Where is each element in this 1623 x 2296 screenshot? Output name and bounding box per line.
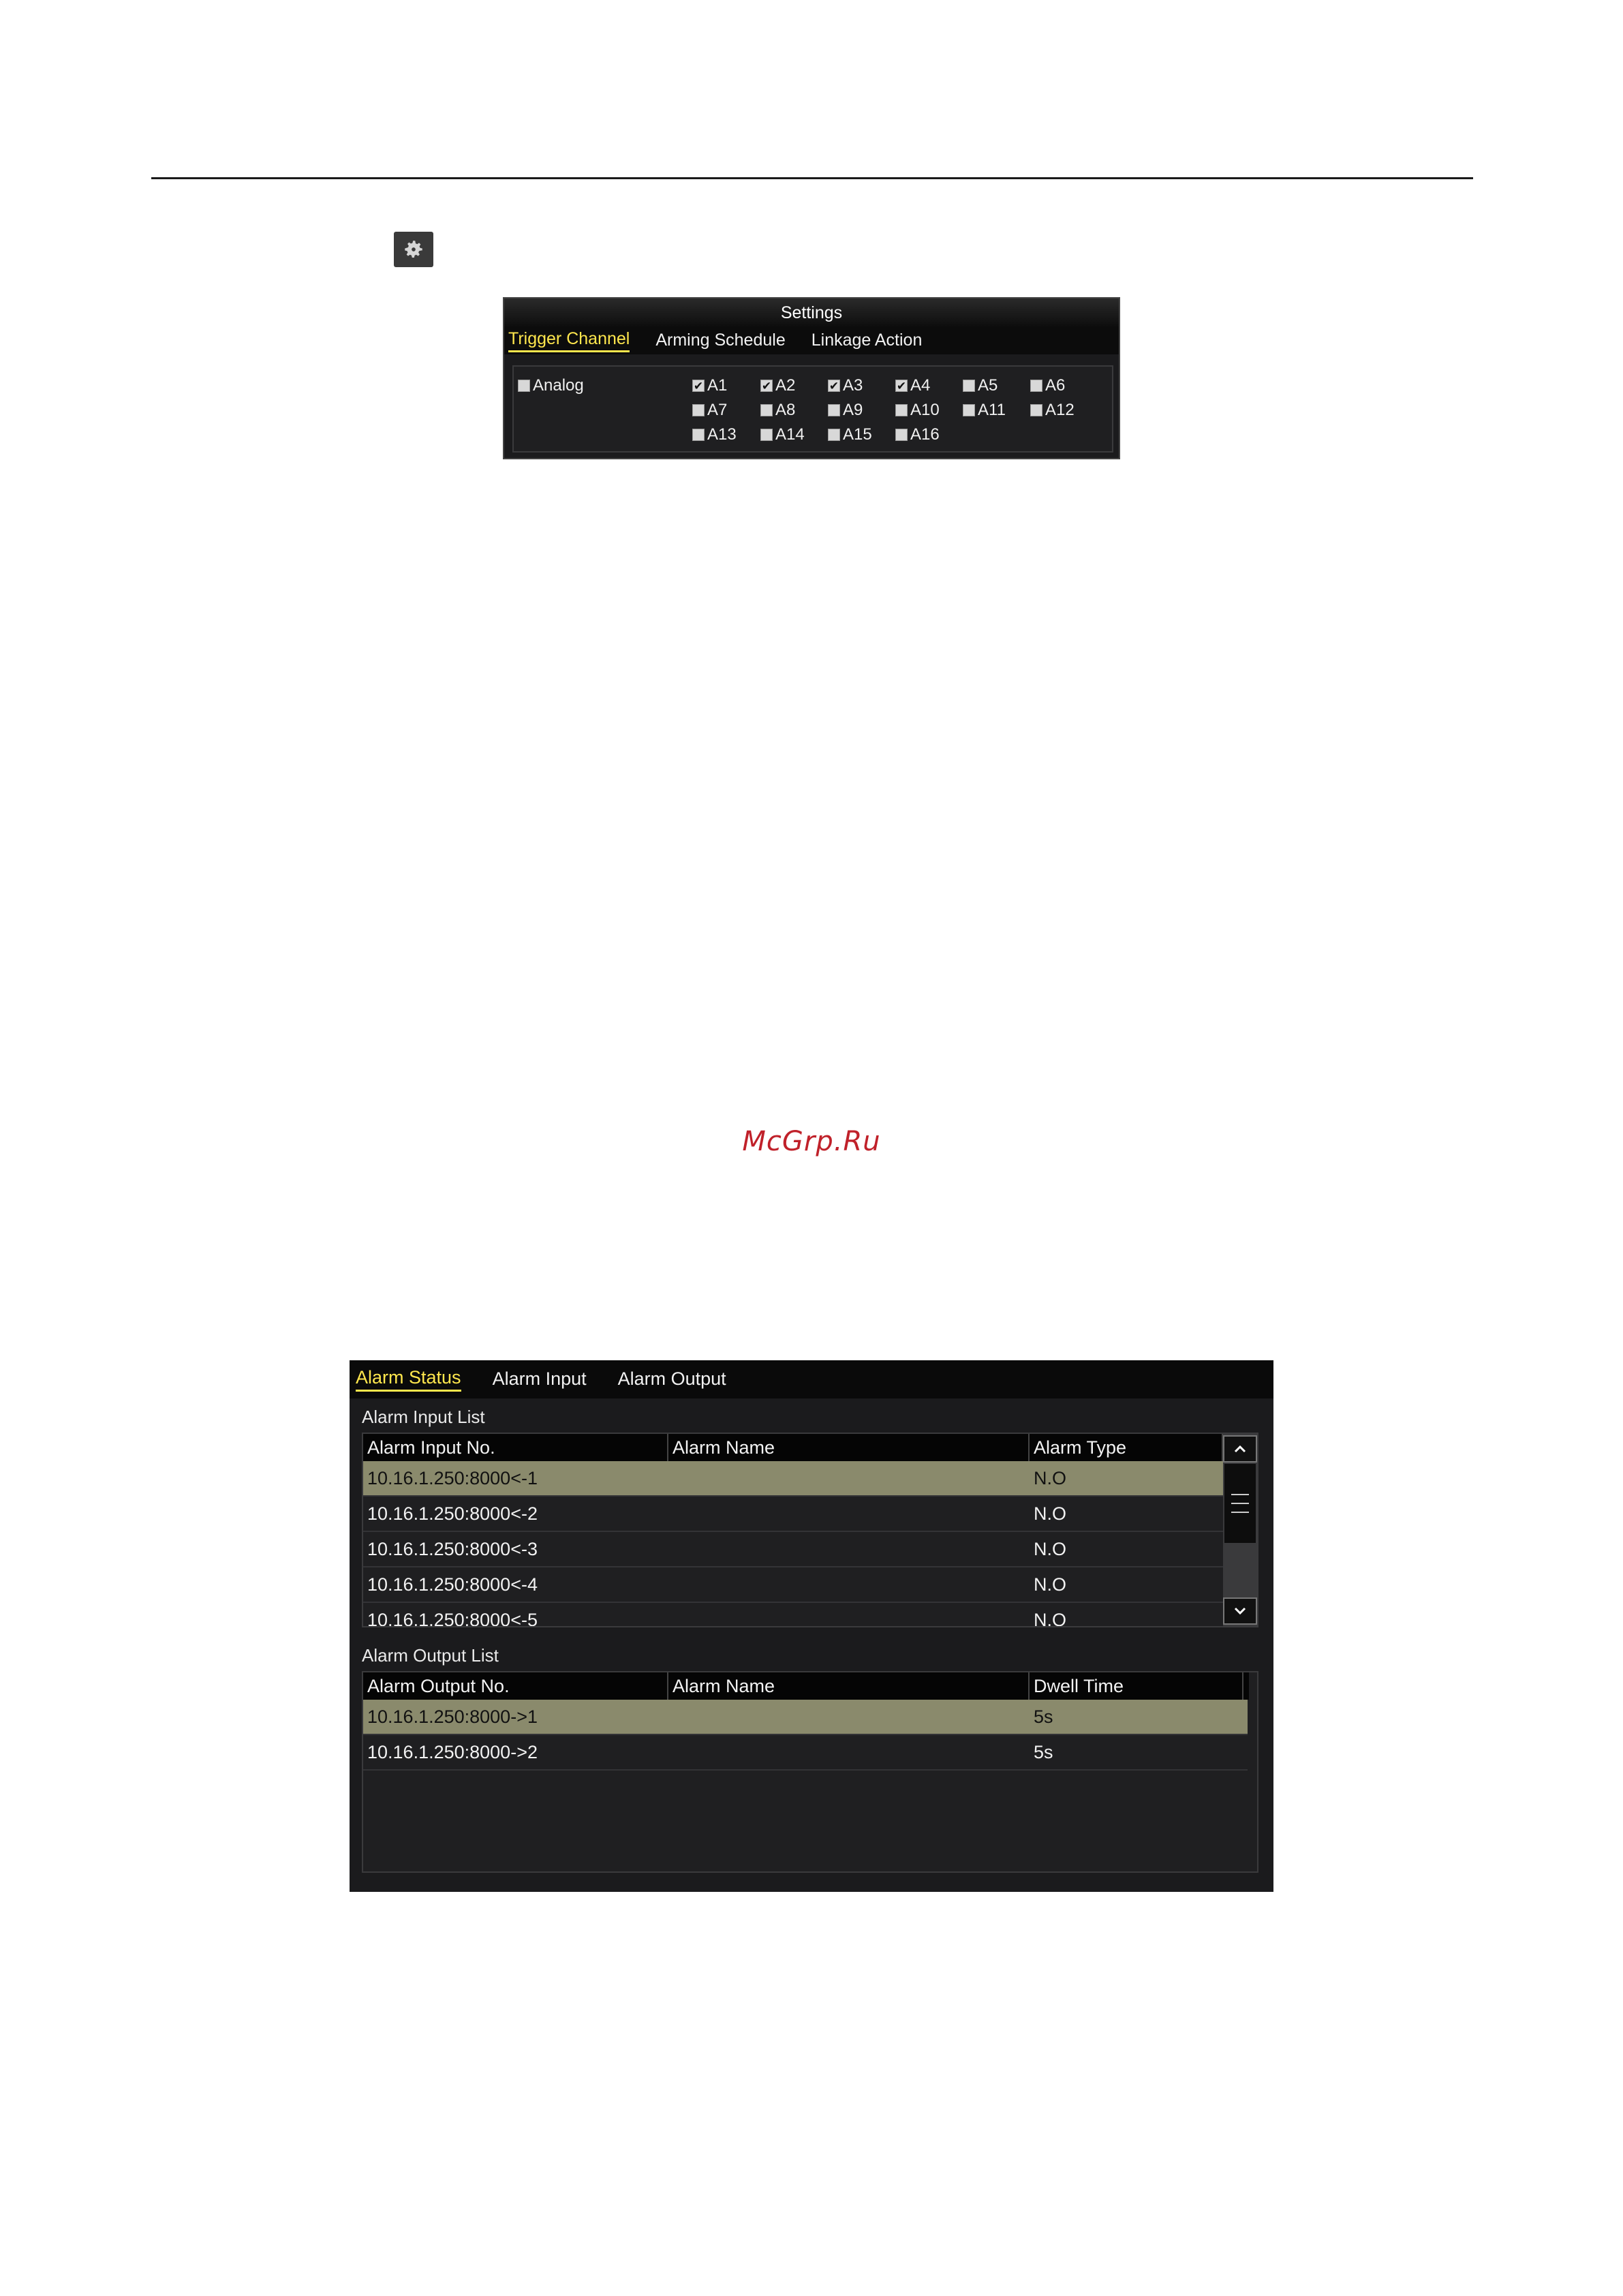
table-body — [363, 1461, 1223, 1627]
checkbox-box[interactable]: ✔ — [829, 379, 839, 393]
checkbox-label: A6 — [1045, 376, 1066, 395]
watermark: McGrp.Ru — [742, 1126, 881, 1157]
table-header — [363, 1434, 1223, 1461]
checkbox-label: A4 — [910, 376, 931, 395]
alarm-output-table — [362, 1671, 1258, 1873]
channel-checkbox-a4[interactable] — [895, 376, 930, 395]
checkbox-box[interactable] — [692, 429, 705, 441]
checkbox-label: A1 — [707, 376, 728, 395]
chevron-down-icon — [1233, 1606, 1247, 1616]
checkbox-box[interactable] — [1030, 380, 1042, 392]
tab-arming-schedule[interactable]: Arming Schedule — [655, 330, 786, 350]
checkbox-box[interactable] — [1030, 404, 1042, 416]
table-row[interactable] — [363, 1497, 1223, 1532]
table-cell: 10.16.1.250:8000->2 — [367, 1742, 538, 1762]
checkbox-box[interactable] — [895, 404, 908, 416]
gear-icon — [402, 238, 425, 261]
channel-checkbox-a3[interactable] — [828, 376, 863, 395]
table-cell — [668, 1497, 1030, 1531]
checkbox-box[interactable] — [963, 404, 975, 416]
trigger-channel-body — [512, 365, 1113, 453]
table-cell — [668, 1603, 1030, 1627]
channel-checkbox-a7[interactable] — [692, 401, 727, 420]
checkbox-label: A14 — [775, 425, 805, 444]
checkbox-label: A16 — [910, 425, 940, 444]
channel-checkbox-a11[interactable] — [963, 401, 1006, 420]
table-cell: N.O — [1034, 1574, 1067, 1595]
settings-tabs — [504, 327, 1119, 354]
checkbox-label: A9 — [843, 401, 863, 419]
table-header — [363, 1672, 1249, 1700]
checkbox-box[interactable] — [828, 404, 840, 416]
tab-alarm-input[interactable]: Alarm Input — [492, 1368, 587, 1389]
header-rule — [151, 177, 1473, 179]
table-cell — [668, 1700, 1030, 1734]
table-row[interactable] — [363, 1735, 1248, 1771]
checkbox-label: A2 — [775, 376, 796, 395]
tab-linkage-action[interactable]: Linkage Action — [811, 330, 923, 350]
checkbox-label: Analog — [533, 376, 584, 395]
alarm-status-panel — [350, 1360, 1273, 1892]
table-cell: 10.16.1.250:8000<-1 — [367, 1468, 538, 1488]
checkbox-label: A13 — [707, 425, 737, 444]
channel-checkbox-a15[interactable] — [828, 425, 872, 444]
tab-trigger-channel[interactable]: Trigger Channel — [508, 329, 630, 352]
table-cell — [668, 1461, 1030, 1495]
table-cell: N.O — [1034, 1468, 1067, 1488]
channel-checkbox-a5[interactable] — [963, 376, 998, 395]
alarm-tabs — [350, 1360, 1273, 1398]
table-cell: 5s — [1034, 1706, 1053, 1727]
alarm-output-list-label: Alarm Output List — [362, 1645, 499, 1666]
tab-alarm-output[interactable]: Alarm Output — [617, 1368, 726, 1389]
table-cell: 10.16.1.250:8000->1 — [367, 1706, 538, 1727]
checkbox-box[interactable]: ✔ — [896, 379, 907, 393]
analog-group-checkbox[interactable] — [518, 376, 584, 395]
checkbox-label: A12 — [1045, 401, 1075, 419]
channel-checkbox-a10[interactable] — [895, 401, 940, 420]
table-row[interactable] — [363, 1603, 1223, 1627]
checkbox-label: A15 — [843, 425, 872, 444]
table-cell — [668, 1567, 1030, 1602]
scroll-down-button[interactable] — [1223, 1597, 1257, 1625]
checkbox-box[interactable]: ✔ — [761, 379, 772, 393]
table-cell: 10.16.1.250:8000<-5 — [367, 1610, 538, 1627]
table-row[interactable] — [363, 1532, 1223, 1567]
column-header: Alarm Input No. — [363, 1434, 668, 1461]
channel-checkbox-a6[interactable] — [1030, 376, 1065, 395]
table-row[interactable] — [363, 1461, 1223, 1497]
checkbox-box[interactable]: ✔ — [693, 379, 704, 393]
checkbox-box[interactable] — [760, 404, 773, 416]
checkbox-box[interactable] — [518, 380, 530, 392]
table-body — [363, 1700, 1248, 1771]
checkbox-box[interactable] — [963, 380, 975, 392]
channel-checkbox-a12[interactable] — [1030, 401, 1075, 420]
table-row[interactable] — [363, 1567, 1223, 1603]
table-cell — [668, 1735, 1030, 1769]
checkbox-box[interactable] — [895, 429, 908, 441]
settings-dialog — [503, 297, 1120, 459]
channel-checkbox-a16[interactable] — [895, 425, 940, 444]
channel-checkbox-a13[interactable] — [692, 425, 737, 444]
column-header: Dwell Time — [1030, 1672, 1243, 1700]
channel-checkbox-a1[interactable] — [692, 376, 727, 395]
channel-checkbox-a9[interactable] — [828, 401, 863, 420]
checkbox-box[interactable] — [760, 429, 773, 441]
tab-alarm-status[interactable]: Alarm Status — [356, 1367, 461, 1392]
channel-checkbox-a14[interactable] — [760, 425, 805, 444]
scroll-up-button[interactable] — [1223, 1435, 1257, 1463]
scrollbar[interactable] — [1223, 1434, 1257, 1626]
scroll-thumb[interactable] — [1224, 1464, 1256, 1543]
table-cell: 10.16.1.250:8000<-3 — [367, 1539, 538, 1559]
table-cell: N.O — [1034, 1539, 1067, 1559]
column-header: Alarm Name — [668, 1672, 1030, 1700]
dialog-title: Settings — [504, 299, 1119, 327]
checkbox-label: A10 — [910, 401, 940, 419]
grip-lines-icon — [1230, 1492, 1250, 1515]
alarm-input-table — [362, 1433, 1258, 1627]
channel-checkbox-a2[interactable] — [760, 376, 795, 395]
table-cell: 10.16.1.250:8000<-4 — [367, 1574, 538, 1595]
table-cell: 10.16.1.250:8000<-2 — [367, 1503, 538, 1524]
alarm-input-list-label: Alarm Input List — [362, 1407, 485, 1427]
checkbox-label: A8 — [775, 401, 796, 419]
table-cell — [668, 1532, 1030, 1566]
table-cell: N.O — [1034, 1610, 1067, 1627]
column-header: Alarm Output No. — [363, 1672, 668, 1700]
channel-checkbox-a8[interactable] — [760, 401, 795, 420]
checkbox-label: A7 — [707, 401, 728, 419]
table-row[interactable] — [363, 1700, 1248, 1735]
table-cell: N.O — [1034, 1503, 1067, 1524]
column-header: Alarm Type — [1030, 1434, 1223, 1461]
checkbox-label: A5 — [978, 376, 998, 395]
checkbox-box[interactable] — [828, 429, 840, 441]
settings-gear-button[interactable] — [394, 232, 433, 267]
checkbox-box[interactable] — [692, 404, 705, 416]
checkbox-label: A11 — [978, 401, 1006, 419]
column-header: Alarm Name — [668, 1434, 1030, 1461]
table-cell: 5s — [1034, 1742, 1053, 1762]
chevron-up-icon — [1233, 1444, 1247, 1454]
checkbox-label: A3 — [843, 376, 863, 395]
